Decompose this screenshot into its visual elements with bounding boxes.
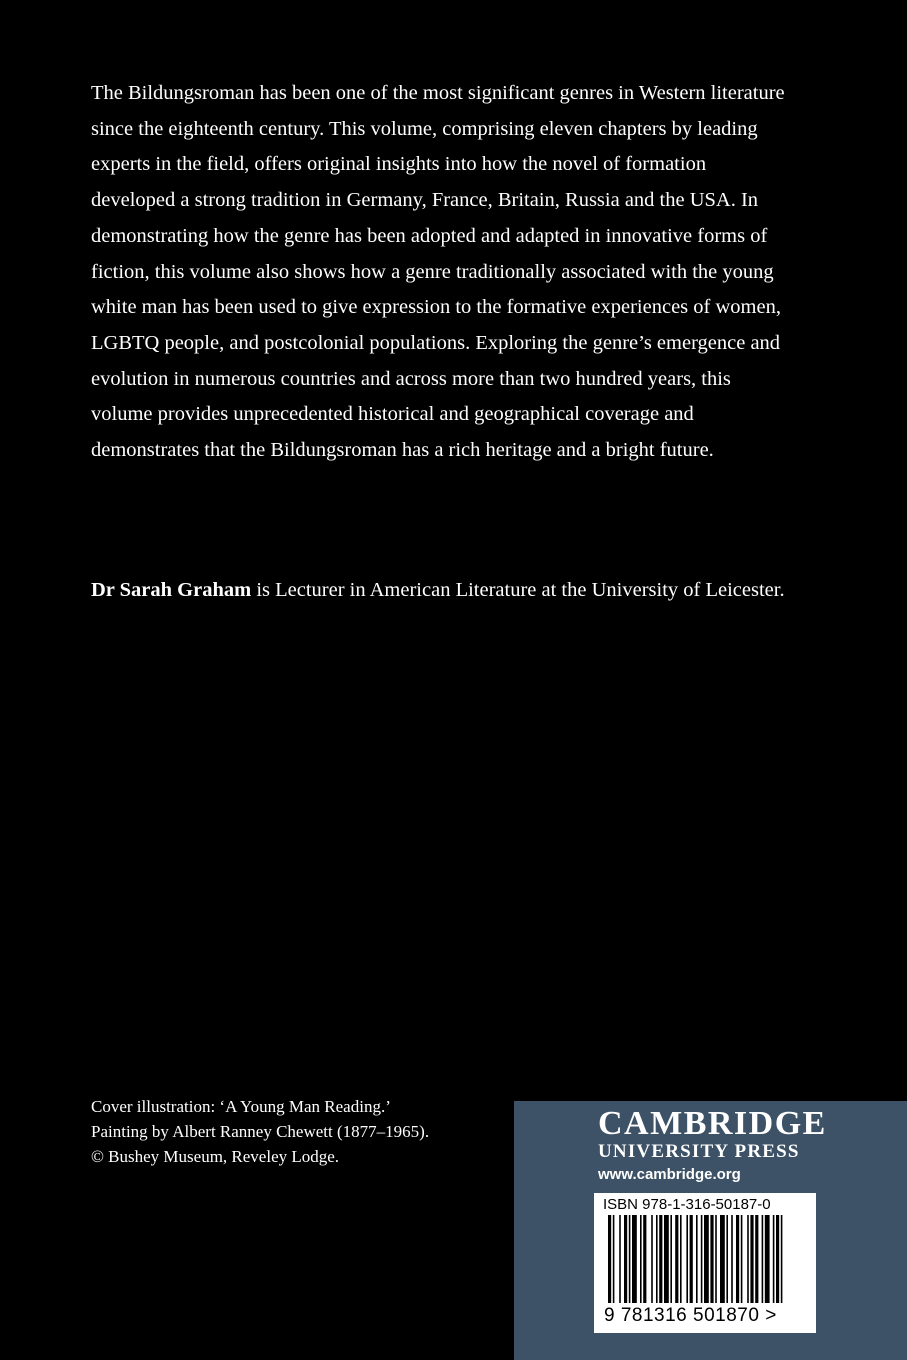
barcode <box>594 1193 816 1333</box>
book-description: The Bildungsroman has been one of the most significant genres in Western literature since the eighteenth century. This volume, comprising eleven chapters by leading experts in the field, offers original insights into how the novel of formation developed a strong tradition in Germany, France, Britain, Russia and the USA. In demonstrating how the genre has been adopted and adapted in innovative forms of fiction, this volume also shows how a genre traditionally associated with the young white man has been used to give expression to the formative experiences of women, LGBTQ people, and postcolonial populations. Exploring the genre’s emergence and evolution in numerous countries and across more than two hundred years, this volume provides unprecedented historical and geographical coverage and demonstrates that the Bildungsroman has a rich heritage and a bright future. <box>91 82 785 462</box>
author-bio-text: is Lecturer in American Literature at the University of Leicester. <box>251 579 785 601</box>
credit-line-3: © Bushey Museum, Reveley Lodge. <box>91 1147 340 1166</box>
credit-line-2: Painting by Albert Ranney Chewett (1877–1965). <box>91 1122 430 1141</box>
barcode-digits: 9 781316 501870 > <box>604 1305 777 1326</box>
barcode-bars <box>594 1215 816 1307</box>
publisher-panel <box>514 1101 907 1360</box>
author-name: Dr Sarah Graham <box>91 579 252 601</box>
author-bio <box>91 573 791 609</box>
credit-line-1: Cover illustration: ‘A Young Man Reading.’ <box>91 1097 391 1116</box>
publisher-url: www.cambridge.org <box>598 1166 741 1183</box>
isbn-label: ISBN 978-1-316-50187-0 <box>603 1196 771 1213</box>
publisher-logo-subtitle: UNIVERSITY PRESS <box>598 1141 800 1162</box>
cover-credits <box>91 1094 501 1169</box>
publisher-logo-name: CAMBRIDGE <box>598 1105 827 1142</box>
